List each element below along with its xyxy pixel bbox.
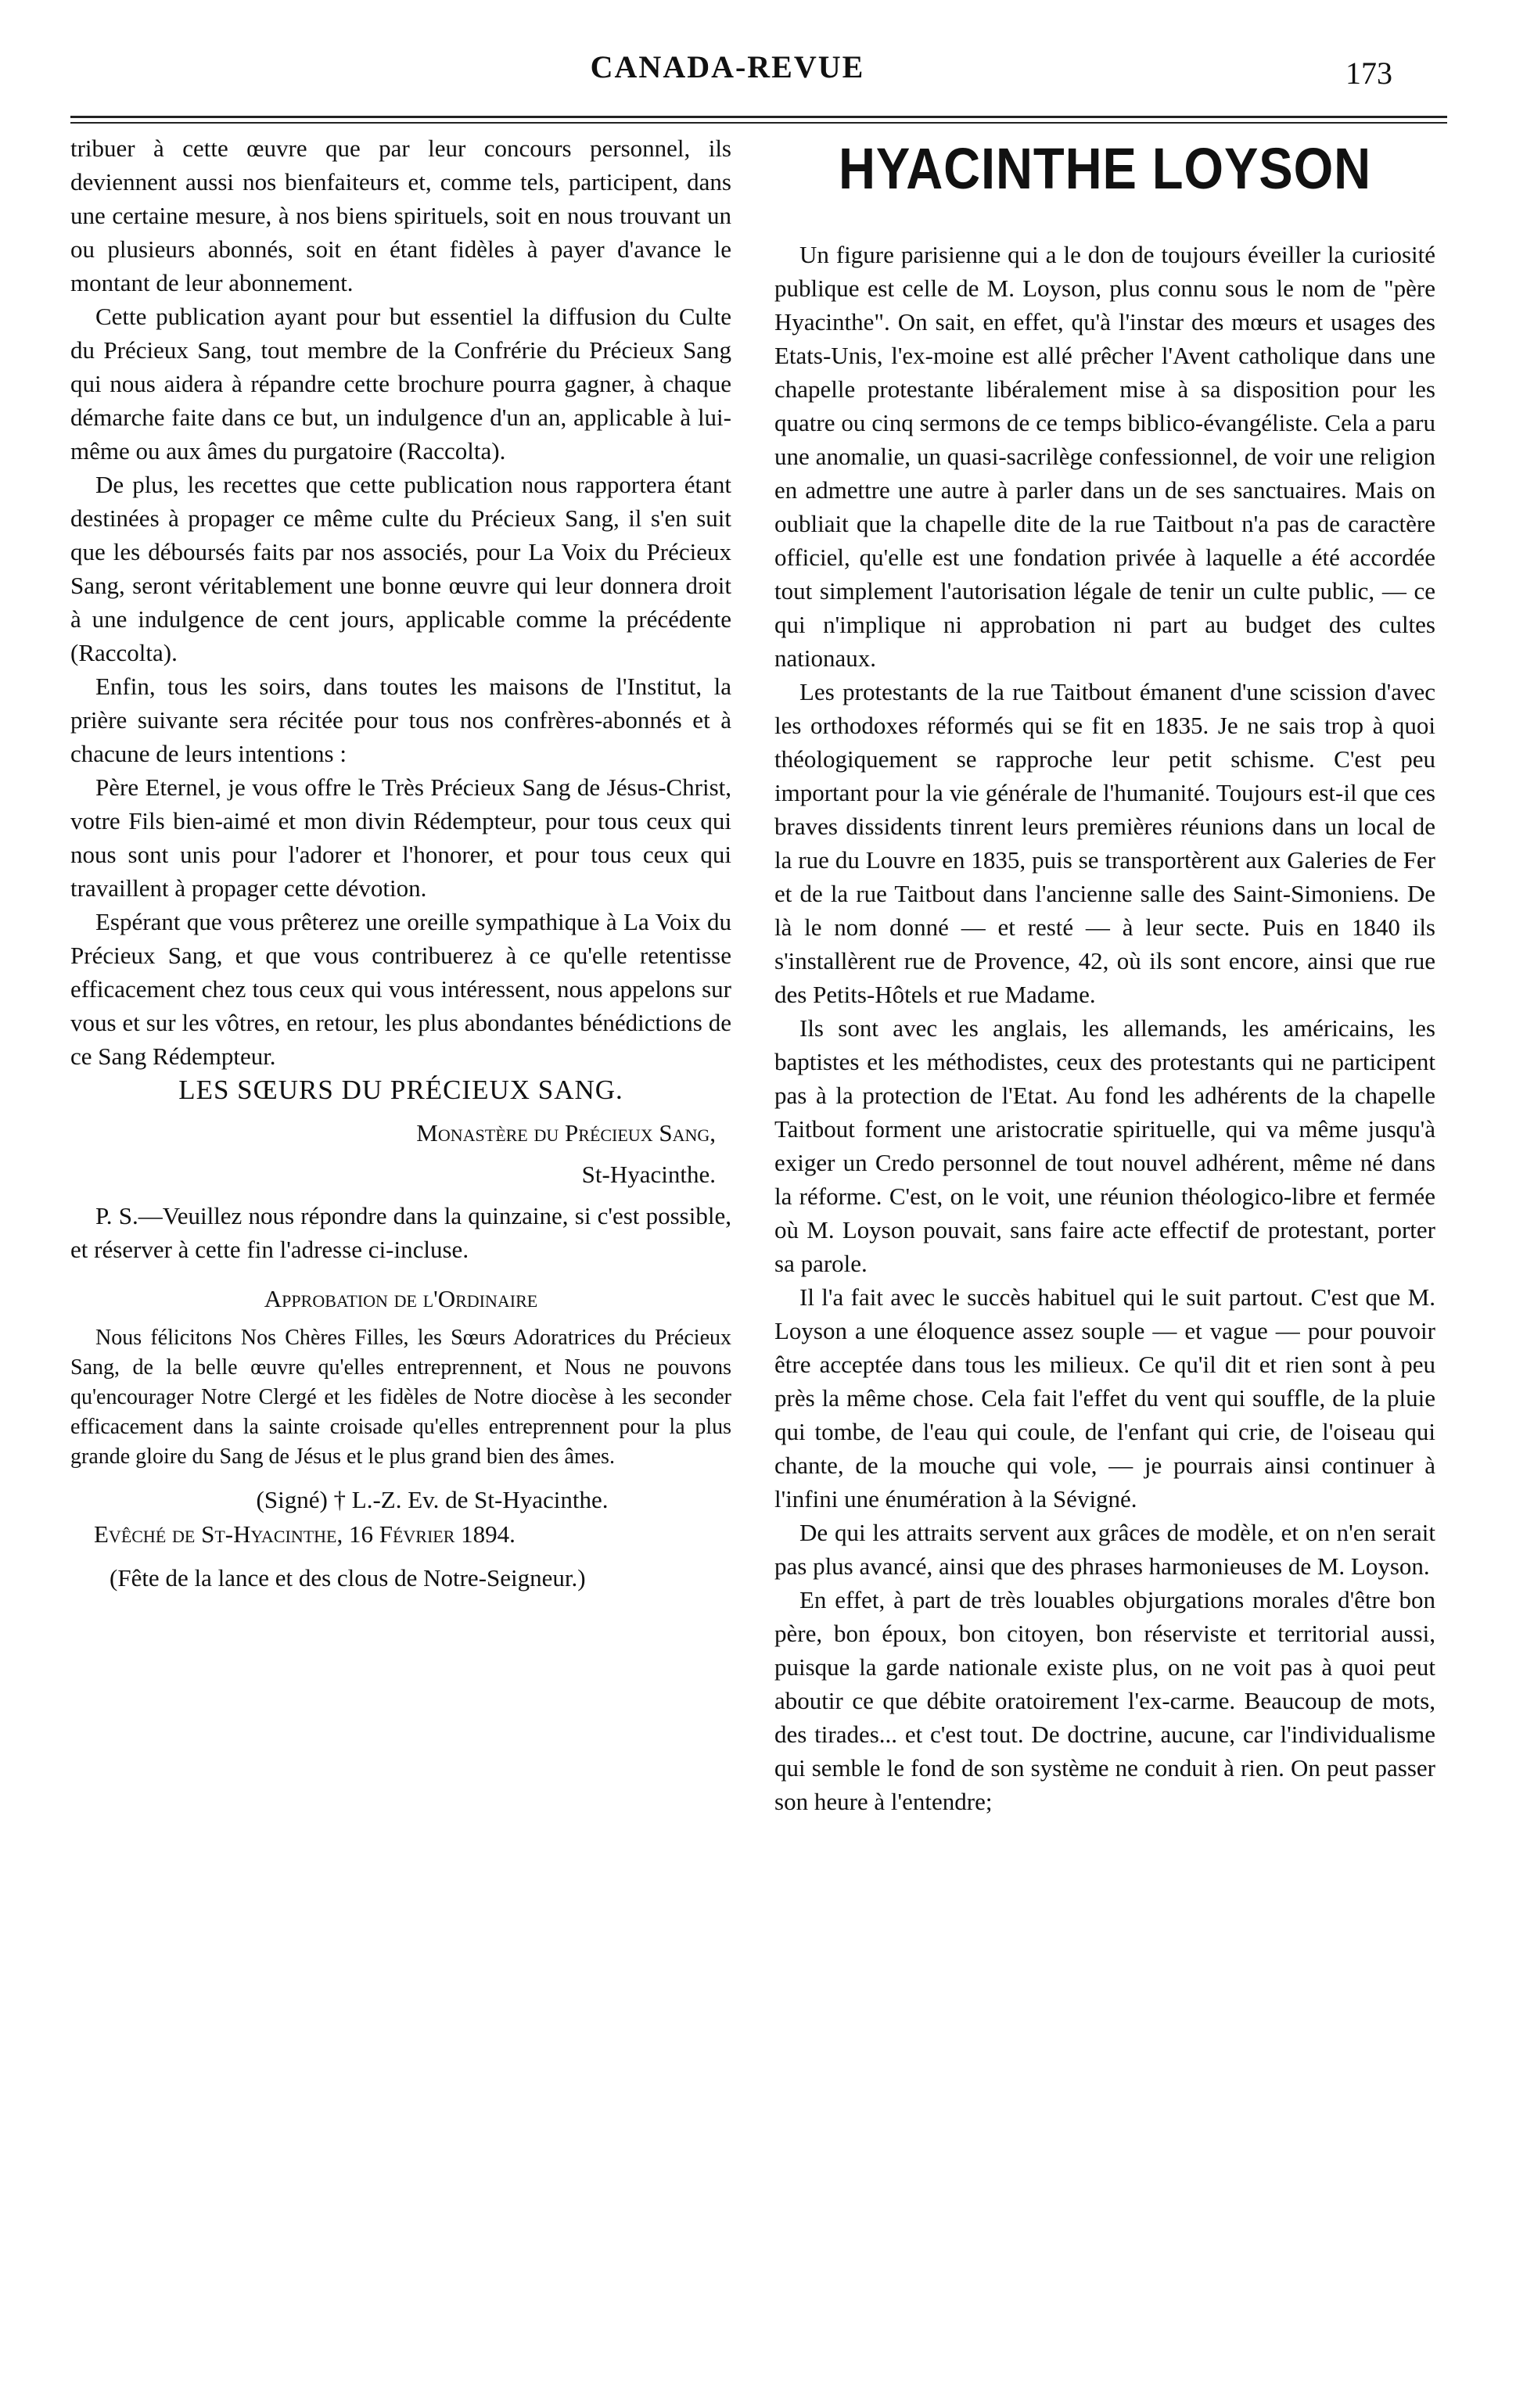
paragraph: Enfin, tous les soirs, dans toutes les maisons de l'Institut, la prière suivante sera récitée pour tous nos confrères-abonnés et à chacune de leurs intentions : — [70, 673, 731, 767]
left-column — [70, 131, 731, 1595]
fete-line: (Fête de la lance et des clous de Notre-Seigneur.) — [110, 1564, 586, 1592]
approbation-heading: Approbation de l'Ordinaire — [264, 1285, 538, 1312]
paragraph: Espérant que vous prêterez une oreille sympathique à La Voix du Précieux Sang, et que vous contribuerez à ce qu'elle retentisse efficacement chez tous ceux qui vous intéressent, nous appelons sur vous et sur les vôtres, en retour, les plus abondantes bénédictions de ce Sang Rédempteur. — [70, 908, 731, 1070]
header-rule-thin — [70, 122, 1447, 124]
paragraph: tribuer à cette œuvre que par leur concours personnel, ils deviennent aussi nos bienfaiteurs et, comme tels, participent, dans une certaine mesure, à nos biens spirituels, soit en nous trouvant un ou plusieurs abonnés, soit en étant fidèles à payer d'avance le montant de leur abonnement. — [70, 135, 731, 296]
paragraph: Ils sont avec les anglais, les allemands, les américains, les baptistes et les méthodistes, ceux des protestants qui ne participent pas à la protection de l'Etat. Au fond les adhérents de la chapelle Taitbout forment une aristocratie spirituelle, qui va même jusqu'à exiger un Credo personnel de tout nouvel adhérent, même né dans la réforme. C'est, on le voit, une réunion théologico-libre et fermée où M. Loyson pouvait, sans faire acte effectif de protestant, porter sa parole. — [774, 1014, 1435, 1277]
paragraph: De qui les attraits servent aux grâces de modèle, et on n'en serait pas plus avancé, ainsi que des phrases harmonieuses de M. Loyson. — [774, 1519, 1435, 1580]
paragraph: En effet, à part de très louables objurgations morales d'être bon père, bon époux, bon citoyen, bon réserviste et territorial aussi, puisque la garde nationale existe plus, on ne voit pas à quoi peut aboutir ce que débite oratoirement l'ex-carme. Beaucoup de mots, des tirades... et c'est tout. De doctrine, aucune, car l'individualisme qui semble le fond de son système ne conduit à rien. On peut passer son heure à l'entendre; — [774, 1586, 1435, 1815]
paragraph: De plus, les recettes que cette publication nous rapportera étant destinées à propager ce même culte du Précieux Sang, il s'en suit que les déboursés faits par nos associés, pour La Voix du Précieux Sang, seront véritablement une bonne œuvre qui leur donnera droit à une indulgence de cent jours, applicable comme la précédente (Raccolta). — [70, 471, 731, 666]
paragraph: Un figure parisienne qui a le don de toujours éveiller la curiosité publique est celle de M. Loyson, plus connu sous le nom de "père Hyacinthe". On sait, en effet, qu'à l'instar des mœurs et usages des Etats-Unis, l'ex-moine est allé prêcher l'Avent catholique dans une chapelle protestante libéralement mise à sa disposition pour les quatre ou cinq sermons de ce temps biblico-évangéliste. Cela a paru une anomalie, un quasi-sacrilège confessionnel, de voir une religion en admettre une autre à parler dans un de ses sanctuaires. Mais on oubliait que la chapelle dite de la rue Taitbout n'a pas de caractère officiel, qu'elle est une fondation privée à laquelle a été accordée tout simplement l'autorisation légale de tenir un culte public, — ce qui n'implique ni approbation ni part au budget des cultes nationaux. — [774, 241, 1435, 672]
journal-title: CANADA-REVUE — [590, 49, 865, 84]
paragraph: Cette publication ayant pour but essentiel la diffusion du Culte du Précieux Sang, tout membre de la Confrérie du Précieux Sang qui nous aidera à répandre cette brochure pourra gagner, à chaque démarche faite dans ce but, un indulgence d'un an, applicable à lui-même ou aux âmes du purgatoire (Raccolta). — [70, 303, 731, 465]
signature-heading: LES SŒURS DU PRÉCIEUX SANG. — [178, 1075, 623, 1105]
right-column — [774, 131, 1435, 1818]
postscript: P. S.—Veuillez nous répondre dans la quinzaine, si c'est possible, et réserver à cette fin l'adresse ci-incluse. — [70, 1202, 731, 1263]
paragraph: Il l'a fait avec le succès habituel qui le suit partout. C'est que M. Loyson a une éloquence assez souple — et vague — pour pouvoir être acceptée dans tous les milieux. Ce qu'il dit et rien sont à peu près la même chose. Cela fait l'effet du vent qui souffle, de la pluie qui tombe, de l'eau qui coule, de l'enfant qui crie, de l'oiseau qui chante, de la mouche qui vole, — je pourrais ainsi continuer à l'infini une énumération à la Sévigné. — [774, 1283, 1435, 1513]
approbation-text: Nous félicitons Nos Chères Filles, les Sœurs Adoratrices du Précieux Sang, de la belle œuvre qu'elles entreprennent, et Nous ne pouvons qu'encourager Notre Clergé et les fidèles de Notre diocèse à les seconder efficacement dans la sainte croisade qu'elles entreprennent pour la plus grande gloire du Sang de Jésus et le plus grand bien des âmes. — [70, 1326, 731, 1469]
paragraph: Les protestants de la rue Taitbout émanent d'une scission d'avec les orthodoxes réformés qui se fit en 1835. Je ne sais trop à quoi théologiquement se rapproche leur petit schisme. C'est peu important pour la vie générale de l'humanité. Toujours est-il que ces braves dissidents tinrent leurs premières réunions dans un local de la rue du Louvre en 1835, puis se transportèrent aux Galeries de Fer et de la rue Taitbout dans l'ancienne salle des Saint-Simoniens. De là le nom donné — et resté — à leur secte. Puis en 1840 ils s'installèrent rue de Provence, 42, où ils sont encore, ainsi que rue des Petits-Hôtels et rue Madame. — [774, 678, 1435, 1008]
page-number: 173 — [1345, 56, 1392, 91]
eveche-line: Evêché de St-Hyacinthe, 16 Février 1894. — [94, 1520, 516, 1548]
place-line: St-Hyacinthe. — [581, 1161, 716, 1188]
signed-line: (Signé) † L.-Z. Ev. de St-Hyacinthe. — [256, 1486, 609, 1513]
monastere-line: Monastère du Précieux Sang, — [416, 1119, 716, 1147]
article-title: HYACINTHE LOYSON — [838, 136, 1372, 201]
paragraph: Père Eternel, je vous offre le Très Précieux Sang de Jésus-Christ, votre Fils bien-aimé et mon divin Rédempteur, pour tous ceux qui nous sont unis pour l'adorer et l'honorer, et pour tous ceux qui travaillent à propager cette dévotion. — [70, 773, 731, 902]
header-rule — [70, 116, 1447, 118]
